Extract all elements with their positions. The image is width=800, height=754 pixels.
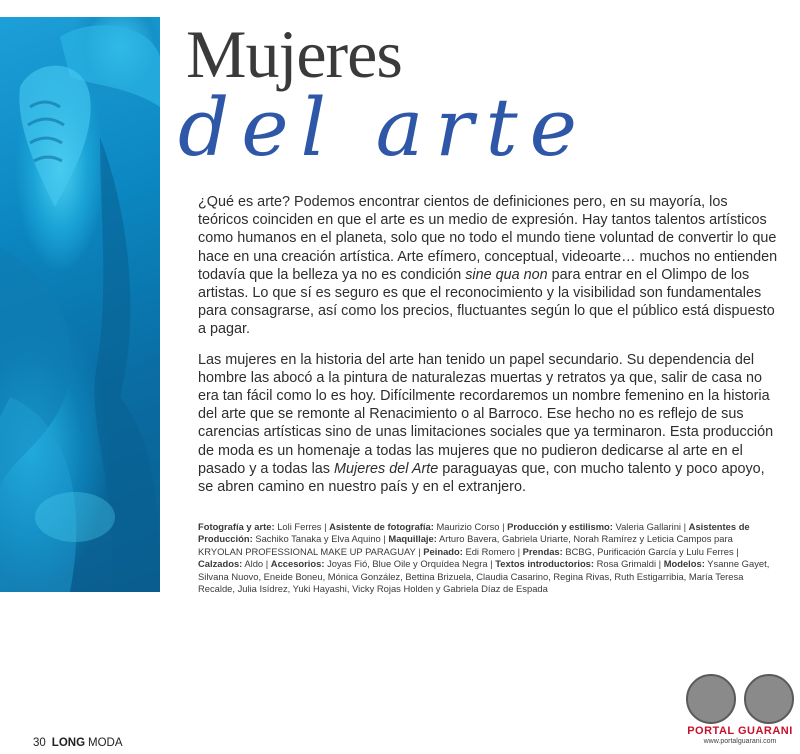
page-number: 30 xyxy=(33,737,46,749)
credit-value: Arturo Bavera, Gabriela Uriarte, Norah Ramírez y Leticia Campos para KRYOLAN PROFESSIONAL MAKE UP PARAGUAY xyxy=(198,533,733,557)
watermark-name: PORTAL GUARANI xyxy=(687,725,793,737)
credit-value: Edi Romero xyxy=(465,545,515,557)
credit-label: Modelos: xyxy=(663,558,705,570)
title-line-1: Mujeres xyxy=(186,16,402,92)
credit-label: Textos introductorios: xyxy=(495,558,595,570)
credit-label: Peinado: xyxy=(423,545,463,557)
credit-label: Accesorios: xyxy=(270,558,325,570)
emphasis-latin: sine qua non xyxy=(465,266,548,283)
credit-value: Joyas Fió, Blue Oile y Orquídea Negra xyxy=(327,558,488,570)
credit-label: Fotografía y arte: xyxy=(198,521,275,532)
credit-label: Asistentes de Producción: xyxy=(198,521,750,545)
credits-block: Fotografía y arte: Loli Ferres | Asistente de fotografía: Maurizio Corso | Producción y estilismo: Valeria Gallarini | Asistentes de Producción: Sachiko Tanaka y Elva Aquino | Maquillaje: Arturo Bavera, Gabriela Uriarte, Norah Ramírez y Leticia Campos para KRYOLAN PROFESSIONAL MAKE UP PARAGUAY | Peinado: Edi Romero | Prendas: BCBG, Purificación García y Lulu Ferres | Calzados: Aldo | Accesorios: Joyas Fió, Blue Oile y Orquídea Negra | Textos introductorios: Rosa Grimaldi | Modelos: Ysanne Gayet, Silvana Nuovo, Eneide Boneu, Mónica González, Bettina Brizuela, Claudia Casarino, Regina Rivas, Ruth Estigarribia, María Teresa Recalde, Julia Isídrez, Yuki Hayashi, Vicky Rojas Holden y Gabriela Díaz de Espada xyxy=(198,521,770,595)
credit-label: Producción y estilismo: xyxy=(507,521,613,532)
credit-value: Ysanne Gayet, Silvana Nuovo, Eneide Boneu, Mónica González, Bettina Brizuela, Claudia Casarino, Regina Rivas, Ruth Estigarribia, María Teresa Recalde, Julia Isídrez, Yuki Hayashi, Vicky Rojas Holden y Gabriela Díaz de Espada xyxy=(198,558,770,595)
credit-value: Rosa Grimaldi xyxy=(596,558,657,570)
article-body xyxy=(198,193,780,508)
credit-value: Valeria Gallarini xyxy=(615,521,682,532)
paragraph-1: ¿Qué es arte? Podemos encontrar cientos de definiciones pero, en su mayoría, los teóricos coinciden en que el arte es un medio de expresión. Hay tantos talentos artísticos como humanos en el planeta, solo que no todo el mundo tiene voluntad de convertir lo que hace en una creación artística. Arte efímero, conceptual, videoarte… muchos no entienden todavía que la belleza ya no es condición sine qua non para entrar en el Olimpo de los artistas. Lo que sí es seguro es que el reconocimiento y la visibilidad son fundamentales para consagrarse, así como los precios, fluctuantes según lo que el público está dispuesto a pagar. xyxy=(198,194,778,338)
credit-value: Aldo xyxy=(244,558,264,570)
page-footer xyxy=(33,737,123,749)
title-line-2-script: del arte xyxy=(178,81,589,174)
magazine-name: LONG xyxy=(51,737,86,749)
ceramic-figure-illustration xyxy=(0,17,160,592)
credit-label: Asistente de fotografía: xyxy=(329,521,434,532)
seal-logo-left xyxy=(686,674,736,724)
seal-logo-right xyxy=(744,674,794,724)
watermark xyxy=(684,674,796,752)
section-name: MODA xyxy=(88,737,123,749)
paragraph-2: Las mujeres en la historia del arte han tenido un papel secundario. Su dependencia del hombre las abocó a la pintura de naturalezas muertas y retratos ya que, salir de casa no era tan fácil como lo es hoy. Difícilmente recordaremos un nombre femenino en la historia del arte que se remonte al Renacimiento o al Barroco. Ese hecho no es reflejo de sus carencias artísticas sino de unas limitaciones sociales que ya terminaron. Esta producción de moda es un homenaje a todas las mujeres que no pudieron dedicarse al arte en el pasado y a todas las Mujeres del Arte paraguayas que, con mucho talento y poco apoyo, se abren camino en nuestro país y en el extranjero. xyxy=(198,351,774,496)
credit-label: Maquillaje: xyxy=(388,533,437,545)
credit-value: Loli Ferres xyxy=(277,521,322,532)
credit-value: Maurizio Corso xyxy=(436,521,500,532)
cover-photo xyxy=(0,17,160,592)
credit-value: BCBG, Purificación García y Lulu Ferres xyxy=(565,545,734,557)
emphasis-title: Mujeres del Arte xyxy=(334,460,439,477)
watermark-url: www.portalguarani.com xyxy=(703,738,777,745)
credit-label: Calzados: xyxy=(198,558,243,570)
credit-label: Prendas: xyxy=(522,545,563,557)
credit-value: Sachiko Tanaka y Elva Aquino xyxy=(255,533,381,545)
